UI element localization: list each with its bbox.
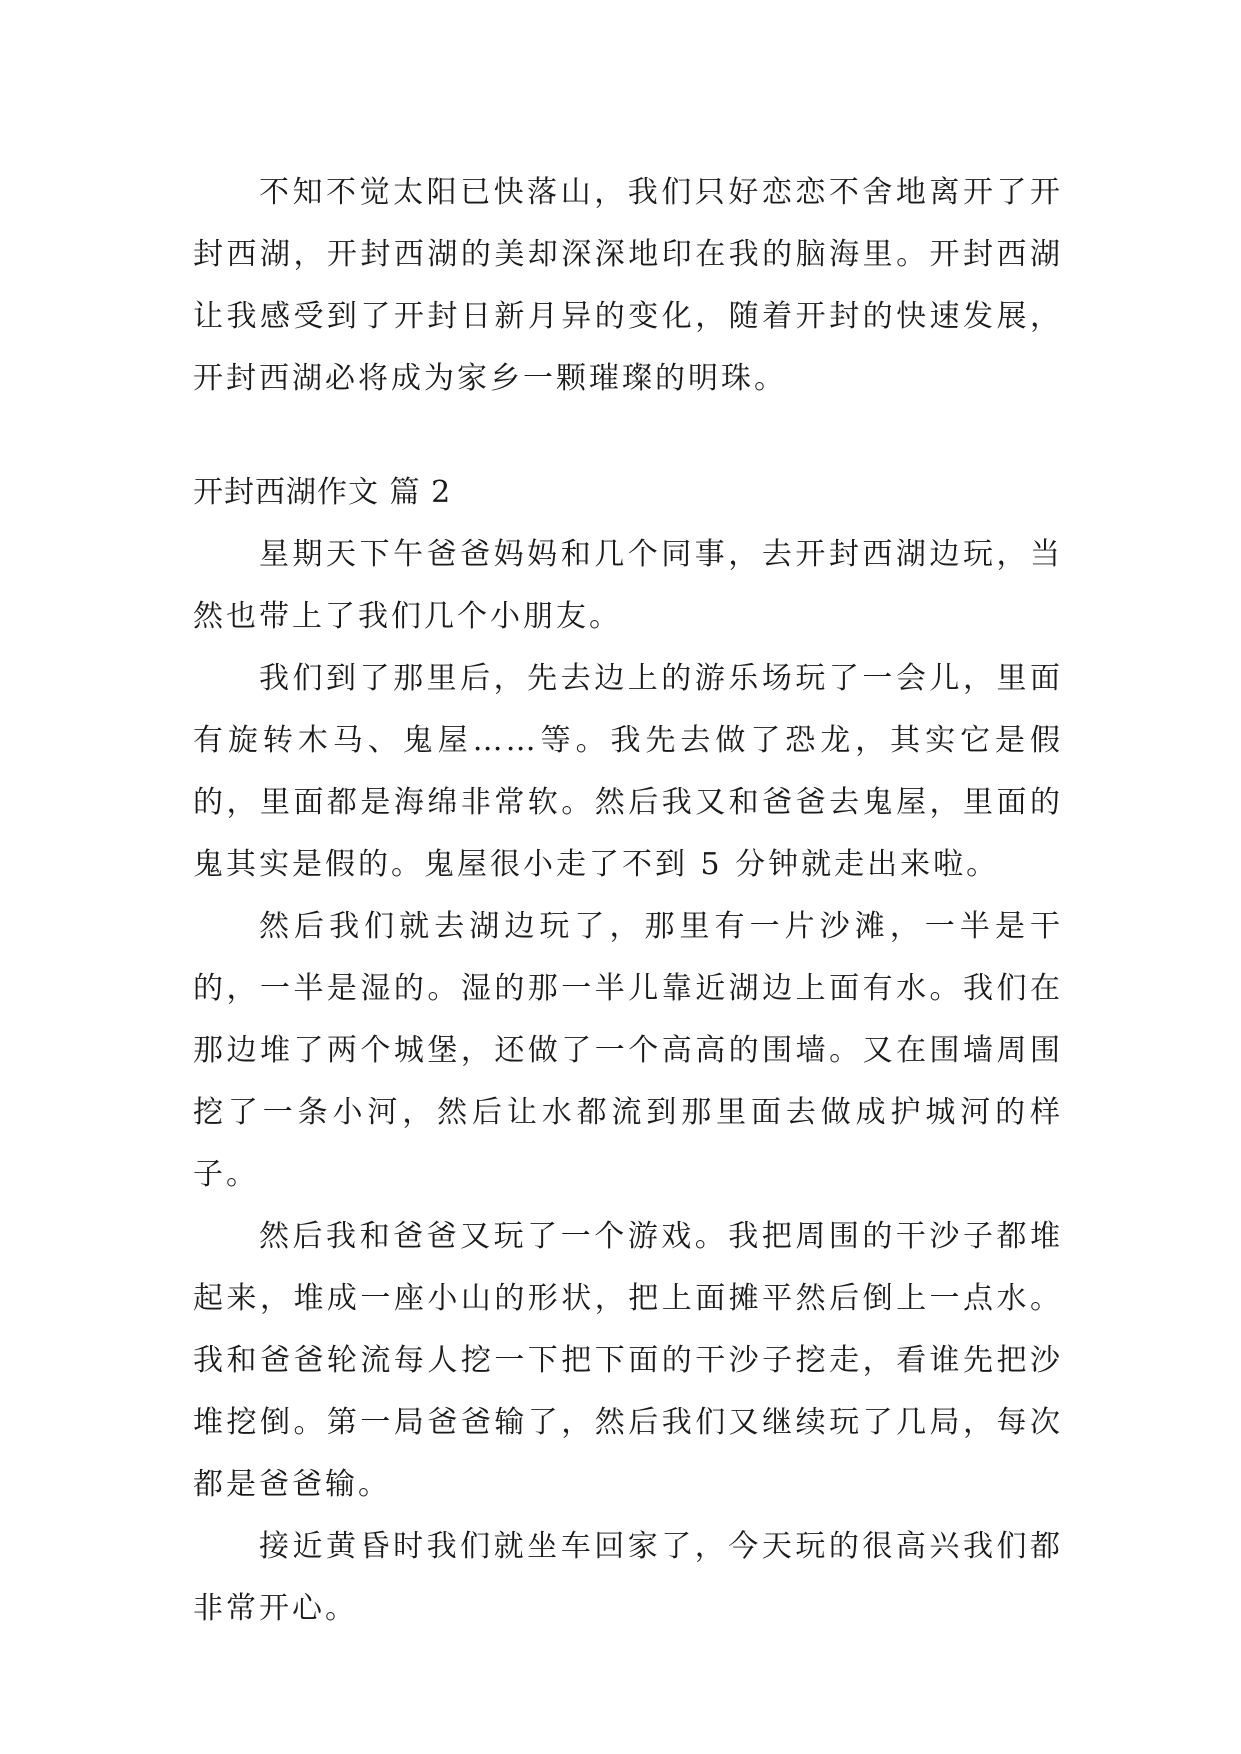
paragraph-3: 然后我们就去湖边玩了，那里有一片沙滩，一半是干的，一半是湿的。湿的那一半儿靠近湖边上面有水。我们在那边堆了两个城堡，还做了一个高高的围墙。又在围墙周围挖了一条小河，然后让水都流到那里面去做成护城河的样子。 xyxy=(193,909,1063,1192)
section-heading: 开封西湖作文 篇 2 xyxy=(193,475,452,510)
paragraph-1: 星期天下午爸爸妈妈和几个同事，去开封西湖边玩，当然也带上了我们几个小朋友。 xyxy=(193,537,1063,634)
document-body xyxy=(193,162,1063,1640)
paragraph-4: 然后我和爸爸又玩了一个游戏。我把周围的干沙子都堆起来，堆成一座小山的形状，把上面摊平然后倒上一点水。我和爸爸轮流每人挖一下把下面的干沙子挖走，看谁先把沙堆挖倒。第一局爸爸输了，然后我们又继续玩了几局，每次都是爸爸输。 xyxy=(193,1219,1063,1502)
intro-paragraph: 不知不觉太阳已快落山，我们只好恋恋不舍地离开了开封西湖，开封西湖的美却深深地印在我的脑海里。开封西湖让我感受到了开封日新月异的变化，随着开封的快速发展，开封西湖必将成为家乡一颗璀璨的明珠。 xyxy=(193,175,1063,396)
paragraph-5: 接近黄昏时我们就坐车回家了，今天玩的很高兴我们都非常开心。 xyxy=(193,1529,1063,1626)
paragraph-2: 我们到了那里后，先去边上的游乐场玩了一会儿，里面有旋转木马、鬼屋……等。我先去做了恐龙，其实它是假的，里面都是海绵非常软。然后我又和爸爸去鬼屋，里面的鬼其实是假的。鬼屋很小走了不到 5 分钟就走出来啦。 xyxy=(193,661,1063,882)
